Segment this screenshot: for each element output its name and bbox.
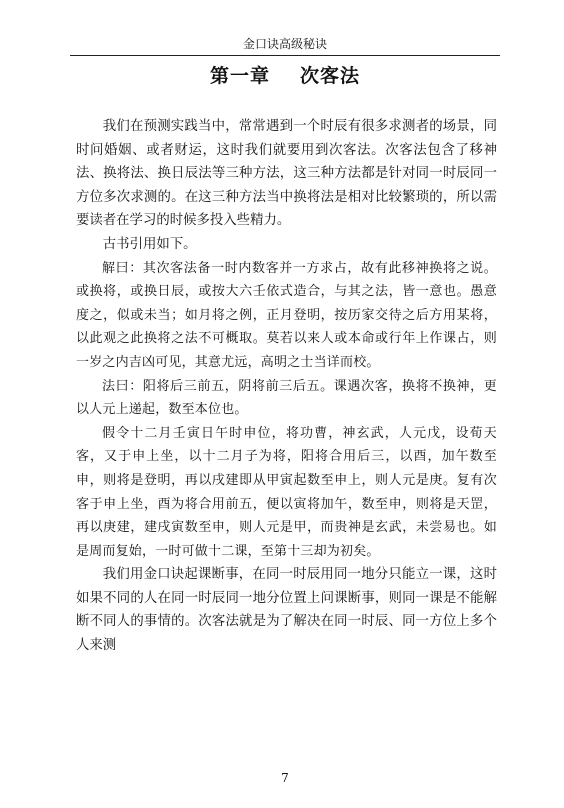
header-divider [70,55,500,56]
chapter-number: 第一章 [209,65,270,87]
paragraph-intro: 我们在预测实践当中，常常遇到一个时辰有很多求测者的场景，同时问婚姻、或者财运，这时我们就要用到次客法。次客法包含了移神法、换将法、换日辰法等三种方法，这三种方法都是针对同一时辰同一方位多次求测的。在这三种方法当中换将法是相对比较繁琐的，所以需要读者在学习的时候多投入些精力。 [76,119,497,229]
paragraph-citation-lead: 古书引用如下。 [102,236,197,252]
paragraph-explanation: 解曰：其次客法备一时内数客并一方求占，故有此移神换将之说。或换将，或换日辰，或按大六壬依式造合，与其之法，皆一意也。愚意度之，似或未当；如月将之例，正月登明，按历家交待之后方用某将，以此观之此换将之法不可概取。莫若以来人或本命或行年上作课占，则一岁之内吉凶可见，其意尤远，高明之士当详而校。 [76,260,497,370]
paragraph-discussion: 我们用金口诀起课断事，在同一时辰用同一地分只能立一课，这时如果不同的人在同一时辰同一地分位置上问课断事，则同一课是不能解断不同人的事情的。次客法就是为了解决在同一时辰、同一方位上多个人来测 [76,567,497,654]
chapter-heading [70,63,500,89]
page-number: 7 [281,771,289,785]
paragraph-example: 假令十二月壬寅日午时申位，将功曹，神玄武，人元戊，设荀天客，又于申上坐，以十二月子为将，阳将合用后三，以酉，加午数至申，则将是登明，再以戌建即从甲寅起数至申上，则人元是庚。复有次客于申上坐，酉为将合用前五，便以寅将加午，数至申，则将是天罡，再以庚建，建戌寅数至申，则人元是甲，而贵神是玄武，未尝易也。如是周而复始，一时可做十二课，至第十三却为初矣。 [76,425,497,559]
paragraph-method: 法曰：阳将后三前五，阴将前三后五。课遇次客，换将不换神，更以人元上递起，数至本位也。 [76,378,497,418]
chapter-title: 次客法 [300,65,361,87]
running-header: 金口诀高级秘诀 [242,37,327,51]
body-text [76,115,497,658]
